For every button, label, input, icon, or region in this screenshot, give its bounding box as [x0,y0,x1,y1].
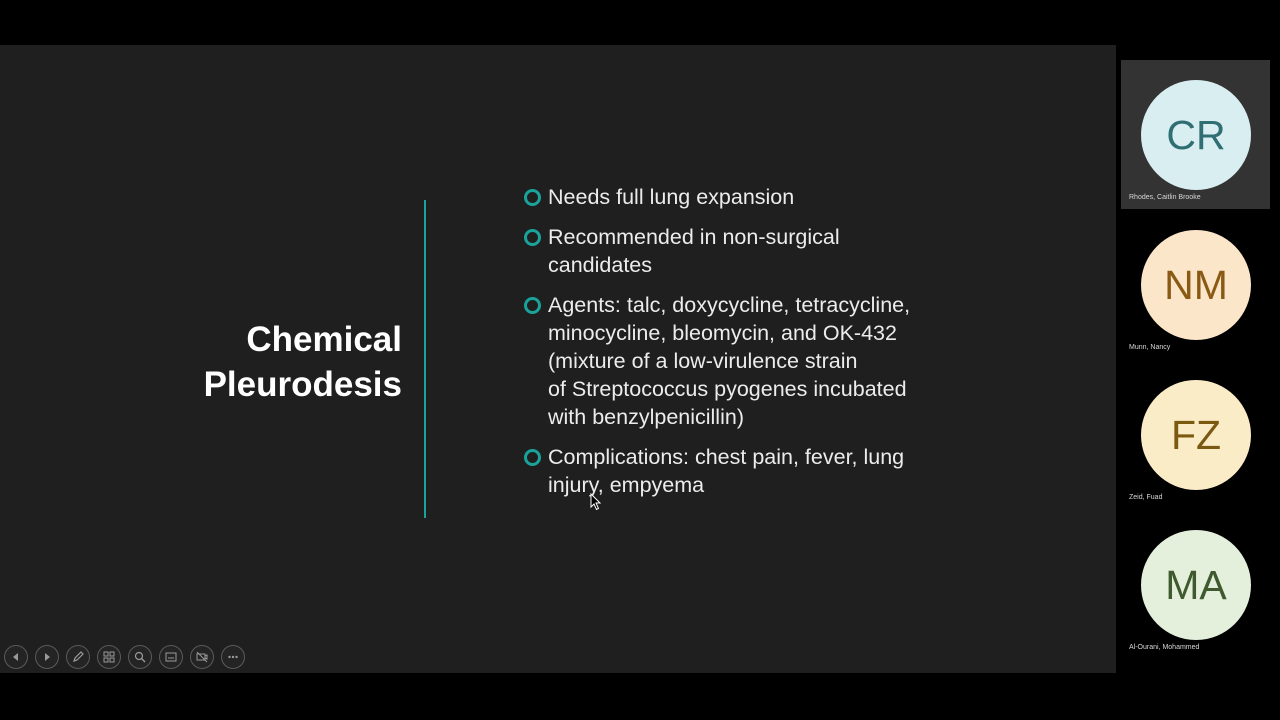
bullet-text: injury, empyema [548,473,705,497]
mouse-cursor-icon [590,493,602,511]
bullet-marker-icon [524,449,541,466]
bullet-text: with benzylpenicillin) [548,405,744,429]
avatar [1141,230,1251,340]
participant-name: Al-Ourani, Mohammed [1129,644,1200,651]
participant-tile[interactable] [1121,510,1270,659]
camera-off-icon [195,650,209,664]
pen-icon [71,650,85,664]
see-all-slides-icon [102,650,116,664]
participant-name: Zeid, Fuad [1129,494,1163,501]
bullet-text: of Streptococcus pyogenes incubated [548,377,907,401]
participant-name: Rhodes, Caitlin Brooke [1129,194,1201,201]
bullet-text: Complications: chest pain, fever, lung [548,445,905,469]
avatar [1141,80,1251,190]
zoom-icon [133,650,147,664]
subtitles-button[interactable] [159,645,183,669]
bullet-text: Needs full lung expansion [548,185,795,209]
bullet-marker-icon [524,229,541,246]
bullet-item [522,183,1002,211]
next-slide-icon [40,650,54,664]
avatar-initials: FZ [1170,411,1222,458]
bullet-text: minocycline, bleomycin, and OK-432 [548,321,897,345]
bullet-text: candidates [548,253,652,277]
slideshow-controls [4,645,245,669]
avatar-initials: CR [1166,111,1226,158]
bullet-text: Recommended in non-surgical [548,225,840,249]
avatar-initials: NM [1164,261,1228,308]
slide-divider [424,200,426,518]
more-options-button[interactable] [221,645,245,669]
previous-slide-icon [9,650,23,664]
see-all-slides-button[interactable] [97,645,121,669]
zoom-button[interactable] [128,645,152,669]
slide-title-line: Chemical [246,320,402,359]
slide-title [150,317,402,407]
bullet-item [522,291,1002,431]
avatar-initials: MA [1165,561,1227,608]
bullet-item [522,443,1002,499]
participants-panel [1116,45,1280,673]
pen-button[interactable] [66,645,90,669]
avatar [1141,530,1251,640]
next-slide-button[interactable] [35,645,59,669]
participant-name: Munn, Nancy [1129,344,1171,351]
subtitles-icon [164,650,178,664]
bullet-list [522,183,1002,511]
bullet-text: Agents: talc, doxycycline, tetracycline, [548,293,911,317]
camera-off-button[interactable] [190,645,214,669]
participant-tile[interactable] [1121,60,1270,209]
participant-tile[interactable] [1121,210,1270,359]
bullet-marker-icon [524,297,541,314]
participant-tile[interactable] [1121,360,1270,509]
bullet-marker-icon [524,189,541,206]
bullet-item [522,223,1002,279]
slide-title-line: Pleurodesis [203,365,402,404]
slide-area [0,45,1116,673]
bullet-text: (mixture of a low-virulence strain [548,349,858,373]
more-options-icon [226,650,240,664]
avatar [1141,380,1251,490]
previous-slide-button[interactable] [4,645,28,669]
